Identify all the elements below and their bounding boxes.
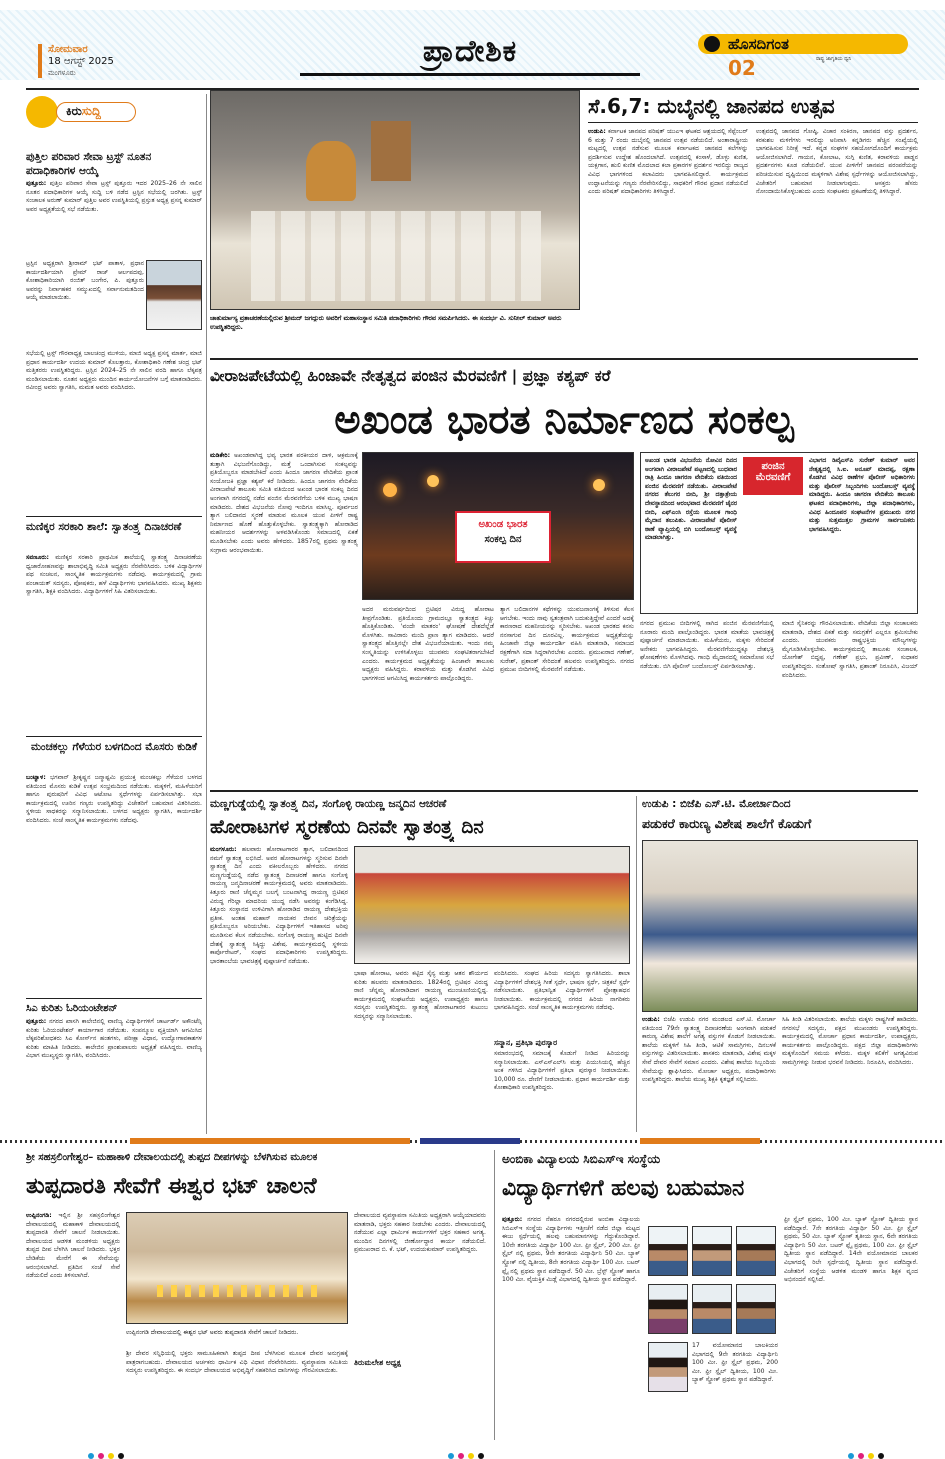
briefs-logo — [26, 94, 146, 132]
top-story-headline-rule — [588, 122, 918, 123]
student-photo-1 — [648, 1226, 688, 1276]
brand-prefix: ಹೊಸ — [728, 35, 757, 53]
student-photo-2 — [692, 1226, 732, 1276]
brief-1-lead: ಪುತ್ತೂರು: — [26, 180, 47, 187]
top-story-text-1: ಕರ್ನಾಟಕ ಜಾನಪದ ಪರಿಷತ್ ಯುಎಇ ಘಟಕದ ಆಶ್ರಯದಲ್ಲಿ ಸೆಪ್ಟೆಂಬರ್ 6 ಮತ್ತು 7 ರಂದು ದುಬೈನಲ್ಲಿ ಜಾನಪದ ಉತ್ಸವ ನಡೆಯಲಿದೆ. ಅಂತಾರಾಷ್ಟ್ರೀಯ ಮಟ್ಟದಲ್ಲಿ ಉತ್ಸವ ನಡೆಸುವ ಮೂಲಕ ಕರ್ನಾಟಕದ ಜಾನಪದ ಕಲೆಗಳನ್ನು ಪ್ರದರ್ಶಿಸುವ ಉದ್ದೇಶ ಹೊಂದಲಾಗಿದೆ. ಉತ್ಸವದಲ್ಲಿ ಕಂಸಾಳೆ, ಡೊಳ್ಳು ಕುಣಿತ, ಯಕ್ಷಗಾನ, ಹುಲಿ ಕುಣಿತ ಮೊದಲಾದ ಕಲಾ ಪ್ರಕಾರಗಳ ಪ್ರದರ್ಶನ ಇರಲಿದ್ದು ರಾಜ್ಯದ ವಿವಿಧ ಭಾಗಗಳಿಂದ ಕಲಾವಿದರು ಭಾಗವಹಿಸಲಿದ್ದಾರೆ. ಕಾರ್ಯಕ್ರಮದ ಉದ್ಘಾಟನೆಯನ್ನು ಗಣ್ಯರು ನೆರವೇರಿಸಲಿದ್ದು, ಸಾಧಕರಿಗೆ ಗೌರವ ಪ್ರದಾನ ನಡೆಯಲಿದೆ ಎಂದು ಪರಿಷತ್ ಪದಾಧಿಕಾರಿಗಳು ತಿಳಿಸಿದ್ದಾರೆ. — [588, 128, 748, 196]
print-dots-right — [846, 1444, 886, 1459]
indep-sub: ಸನ್ಮಾನ, ಪ್ರತಿಭಾ ಪುರಸ್ಕಾರ — [494, 1038, 558, 1047]
indep-headline: ಹೋರಾಟಗಳ ಸ್ಮರಣೆಯ ದಿನವೇ ಸ್ವಾತಂತ್ರ್ಯ ದಿನ — [210, 817, 484, 838]
lamp-icon — [704, 36, 720, 52]
indep-col-1 — [210, 846, 348, 1130]
ghee-col-2: ಶ್ರೀ ದೇವರ ಸನ್ನಿಧಿಯಲ್ಲಿ ಭಕ್ತರು ಸಾಮೂಹಿಕವಾಗಿ ತುಪ್ಪದ ದೀಪ ಬೆಳಗಿಸುವ ಮೂಲಕ ದೇವರ ಅನುಗ್ರಹಕ್ಕೆ ಪಾತ್ರರಾಗಬಹುದು. ದೇವಾಲಯದ ಅರ್ಚಕರು ಧಾರ್ಮಿಕ ವಿಧಿ ವಿಧಾನ ನೆರವೇರಿಸಿದರು. ವ್ಯವಸ್ಥಾಪನಾ ಸಮಿತಿಯ ಸದಸ್ಯರು ಉಪಸ್ಥಿತರಿದ್ದರು. ಈ ಸಂದರ್ಭ ದೇವಾಲಯದ ಅಭಿವೃದ್ಧಿಗೆ ಸಹಕರಿಸಿದ ದಾನಿಗಳನ್ನು ಗೌರವಿಸಲಾಯಿತು. — [126, 1350, 348, 1375]
top-story-photo — [210, 90, 580, 310]
brief-1-text-b: ಟ್ರಸ್ಟಿನ ಅಧ್ಯಕ್ಷರಾಗಿ ಶ್ರೀರಾಮ್ ಭಟ್ ಪಾತಾಳ, ಪ್ರಧಾನ ಕಾರ್ಯದರ್ಶಿಯಾಗಿ ಪ್ರೇಮ್ ರಾಜ್ ಆರ್ಲಪದವು, ಕೋಶಾಧಿಕಾರಿಯಾಗಿ ರಂಜಿತ್ ಬಂಗೇರ, ಪಿ. ಪುತ್ತೂರು ಅವರನ್ನು ನಿರ್ವಾಹಕರ ಸಮ್ಮುಖದಲ್ಲಿ ಸರ್ವಾನುಮತದಿಂದ ಆಯ್ಕೆ ಮಾಡಲಾಯಿತು. — [26, 260, 144, 302]
udupi-headline: ಪಡುಕರೆ ಕಾರುಣ್ಯ ವಿಶೇಷ ಶಾಲೆಗೆ ಕೊಡುಗೆ — [642, 816, 812, 831]
ghee-col-1 — [26, 1212, 120, 1440]
ambika-col-2: ಫ್ರೀ ಸ್ಟೈಲ್ ಪ್ರಥಮ, 100 ಮೀ. ಬ್ಯಾಕ್ ಸ್ಟ್ರೋಕ್ ದ್ವಿತೀಯ ಸ್ಥಾನ ಪಡೆದಿದ್ದಾರೆ. 7ನೇ ತರಗತಿಯ ವಿದ್ಯಾರ್ಥಿ 50 ಮೀ. ಫ್ರೀ ಸ್ಟೈಲ್ ಪ್ರಥಮ, 50 ಮೀ. ಬ್ಯಾಕ್ ಸ್ಟ್ರೋಕ್ ತೃತೀಯ ಸ್ಥಾನ, 6ನೇ ತರಗತಿಯ ವಿದ್ಯಾರ್ಥಿನಿ 50 ಮೀ. ಬಟರ್ ಫ್ಲೈ ಪ್ರಥಮ, 100 ಮೀ. ಫ್ರೀ ಸ್ಟೈಲ್ ದ್ವಿತೀಯ ಸ್ಥಾನ ಪಡೆದಿದ್ದಾರೆ. 14ನೇ ವಯೋಮಾನದ ಬಾಲಕರ ವಿಭಾಗದಲ್ಲಿ ರಿಲೇ ಸ್ಪರ್ಧೆಯಲ್ಲಿ ದ್ವಿತೀಯ ಸ್ಥಾನ ಪಡೆದಿದ್ದಾರೆ. ವಿಜೇತರಿಗೆ ಸಂಸ್ಥೆಯ ಆಡಳಿತ ಮಂಡಳಿ ಹಾಗೂ ಶಿಕ್ಷಕ ವೃಂದ ಅಭಿನಂದನೆ ಸಲ್ಲಿಸಿದೆ. — [784, 1216, 918, 1284]
student-photo-6 — [736, 1284, 776, 1334]
masthead-city: ಮಂಗಳೂರು — [48, 69, 76, 77]
indep-col-2: ಕಿತ್ತೂರು ಸಂಸ್ಥಾನದ ಉಳಿವಿಗಾಗಿ ಹೋರಾಡಿದ ರಾಯಣ್ಣ ದೇಶಭಕ್ತಿಯ ಪ್ರತೀಕ. ಅಂತಹ ಮಹಾನ್ ನಾಯಕರ ಜೀವನ ಚರಿತ್ರೆಯನ್ನು ಪ್ರತಿಯೊಬ್ಬರೂ ಅರಿಯಬೇಕು. ವಿದ್ಯಾರ್ಥಿಗಳಿಗೆ ಇತಿಹಾಸದ ಅರಿವು ಮೂಡಿಸುವ ಕೆಲಸ ನಡೆಯಬೇಕು. ಸಂಗೊಳ್ಳಿ ರಾಯಣ್ಣ ಹುಟ್ಟಿದ ದಿನವೇ ದೇಶಕ್ಕೆ ಸ್ವಾತಂತ್ರ್ಯ ಸಿಕ್ಕಿದ್ದು ವಿಶೇಷ. ಕಾರ್ಯಕ್ರಮದಲ್ಲಿ ಸ್ಥಳೀಯ ಕಾರ್ಪೊರೇಟರ್, ಸಂಘದ ಪದಾಧಿಕಾರಿಗಳು ಉಪಸ್ಥಿತರಿದ್ದರು. ಭಾರತಾಂಬೆಯ ಭಾವಚಿತ್ರಕ್ಕೆ ಪುಷ್ಪಾರ್ಚನೆ ನಡೆಯಿತು. — [210, 906, 348, 965]
udupi-col-2: ಸಿಹಿ ತಿಂಡಿ ವಿತರಿಸಲಾಯಿತು. ಶಾಲೆಯ ಮಕ್ಕಳು ರಾಷ್ಟ್ರಗೀತೆ ಹಾಡಿದರು. ನಗರಸಭೆ ಸದಸ್ಯರು, ಪಕ್ಷದ ಮುಖಂಡರು ಉಪಸ್ಥಿತರಿದ್ದರು. ಕಾರ್ಯಕ್ರಮದಲ್ಲಿ ಮೋರ್ಚಾ ಪ್ರಧಾನ ಕಾರ್ಯದರ್ಶಿ, ಉಪಾಧ್ಯಕ್ಷರು, ಕಾರ್ಯಕರ್ತರು ಪಾಲ್ಗೊಂಡಿದ್ದರು. ಪಕ್ಷದ ಜಿಲ್ಲಾ ಪದಾಧಿಕಾರಿಗಳು ಮಕ್ಕಳೊಂದಿಗೆ ಸಮಯ ಕಳೆದರು. ಮಕ್ಕಳ ಕಲಿಕೆಗೆ ಅಗತ್ಯವಿರುವ ಸಾಮಗ್ರಿಗಳನ್ನು ನೀಡುವ ಭರವಸೆ ನೀಡಿದರು. ನಿರೂಪಿಸಿ, ವಂದಿಸಿದರು. — [782, 1016, 918, 1066]
top-story-lead: ಉಡುಪಿ: — [588, 128, 606, 135]
briefs-column-rule — [206, 94, 207, 1134]
brief-4-text: ನಗರದ ಖಾಸಗಿ ಕಾಲೇಜಿನಲ್ಲಿ ವಾಣಿಜ್ಯ ವಿದ್ಯಾರ್ಥಿಗಳಿಗೆ ಚಾರ್ಟರ್ಡ್ ಅಕೌಂಟೆನ್ಸಿ ಕುರಿತು ಓರಿಯಂಟೇಶನ್ ಕಾರ್ಯಾಗಾರ ನಡೆಯಿತು. ಸಂಪನ್ಮೂಲ ವ್ಯಕ್ತಿಯಾಗಿ ಆಗಮಿಸಿದ ಲೆಕ್ಕಪರಿಶೋಧಕರು ಸಿಎ ಕೋರ್ಸ್‌ನ ಹಂತಗಳು, ಪರೀಕ್ಷಾ ವಿಧಾನ, ಉದ್ಯೋಗಾವಕಾಶಗಳ ಕುರಿತು ಮಾಹಿತಿ ನೀಡಿದರು. ಕಾಲೇಜಿನ ಪ್ರಾಂಶುಪಾಲರು ಅಧ್ಯಕ್ಷತೆ ವಹಿಸಿದ್ದರು. ವಾಣಿಜ್ಯ ವಿಭಾಗ ಮುಖ್ಯಸ್ಥರು ಸ್ವಾಗತಿಸಿ, ವಂದಿಸಿದರು. — [26, 1018, 202, 1060]
ambika-text-1: ನಗರದ ನೆಹರೂ ನಗರದಲ್ಲಿರುವ ಅಂಬಿಕಾ ವಿದ್ಯಾಲಯ ಸಿಬಿಎಸ್‌ಇ ಸಂಸ್ಥೆಯ ವಿದ್ಯಾರ್ಥಿಗಳು ಇತ್ತೀಚೆಗೆ ನಡೆದ ಜಿಲ್ಲಾ ಮಟ್ಟದ ಈಜು ಸ್ಪರ್ಧೆಯಲ್ಲಿ ಹಲವು ಬಹುಮಾನಗಳನ್ನು ಗೆದ್ದುಕೊಂಡಿದ್ದಾರೆ. 10ನೇ ತರಗತಿಯ ವಿದ್ಯಾರ್ಥಿ 100 ಮೀ. ಫ್ರೀ ಸ್ಟೈಲ್, 200 ಮೀ. ಫ್ರೀ ಸ್ಟೈಲ್ ನಲ್ಲಿ ಪ್ರಥಮ, 9ನೇ ತರಗತಿಯ ವಿದ್ಯಾರ್ಥಿನಿ 50 ಮೀ. ಬ್ಯಾಕ್ ಸ್ಟ್ರೋಕ್ ನಲ್ಲಿ ದ್ವಿತೀಯ, 8ನೇ ತರಗತಿಯ ವಿದ್ಯಾರ್ಥಿ 100 ಮೀ. ಬಟರ್ ಫ್ಲೈ ನಲ್ಲಿ ಪ್ರಥಮ ಸ್ಥಾನ ಪಡೆದಿದ್ದಾರೆ. 50 ಮೀ. ಬ್ರೆಸ್ಟ್ ಸ್ಟ್ರೋಕ್ ಹಾಗೂ 100 ಮೀ. ವೈಯಕ್ತಿಕ ಮಿಡ್ಲೆ ವಿಭಾಗದಲ್ಲಿ ದ್ವಿತೀಯ ಸ್ಥಾನ ಪಡೆದಿದ್ದಾರೆ. — [502, 1216, 640, 1284]
student-photo-7 — [648, 1342, 688, 1392]
brand-suffix: ದಿಗಂತ — [756, 35, 789, 53]
ambika-kicker: ಅಂಬಿಕಾ ವಿದ್ಯಾಲಯ ಸಿಬಿಎಸ್‌ಇ ಸಂಸ್ಥೆಯ — [502, 1152, 661, 1166]
ambika-col-1 — [502, 1216, 640, 1440]
indep-lead: ಮಂಗಳೂರು: — [210, 846, 237, 853]
briefs-logo-a: ಕಿರು — [66, 104, 82, 118]
indep-col-4: ವಂದಿಸಿದರು. ಸಂಘದ ಹಿರಿಯ ಸದಸ್ಯರು ಸ್ವಾಗತಿಸಿದರು. ಶಾಲಾ ವಿದ್ಯಾರ್ಥಿಗಳಿಗೆ ದೇಶಭಕ್ತಿ ಗೀತೆ ಸ್ಪರ್ಧೆ, ಭಾಷಣ ಸ್ಪರ್ಧೆ, ಚಿತ್ರಕಲೆ ಸ್ಪರ್ಧೆ ನಡೆಸಲಾಯಿತು. ಪ್ರತಿಭಾನ್ವಿತ ವಿದ್ಯಾರ್ಥಿಗಳಿಗೆ ಪ್ರೋತ್ಸಾಹಧನ ನೀಡಲಾಯಿತು. ಕಾರ್ಯಕ್ರಮದಲ್ಲಿ ನಗರದ ಹಿರಿಯ ನಾಗರಿಕರು ಭಾಗವಹಿಸಿದ್ದರು. ಸಂಜೆ ಸಾಂಸ್ಕೃತಿಕ ಕಾರ್ಯಕ್ರಮಗಳು ನಡೆದವು. — [494, 970, 630, 1012]
brief-divider-3 — [26, 998, 202, 999]
lead-headline: ಅಖಂಡ ಭಾರತ ನಿರ್ಮಾಣದ ಸಂಕಲ್ಪ — [334, 397, 794, 443]
indep-kicker: ಮಣ್ಣಗುಡ್ಡೆಯಲ್ಲಿ ಸ್ವಾತಂತ್ರ್ಯ ದಿನ, ಸಂಗೊಳ್ಳಿ ರಾಯಣ್ಣ ಜನ್ಮದಿನ ಆಚರಣೆ — [210, 798, 447, 810]
lead-photo-banner — [455, 511, 551, 563]
section-banner — [300, 34, 640, 76]
ghee-ambika-rule — [494, 1150, 495, 1440]
ghee-text-2: ದೇವಾಲಯದ ವ್ಯವಸ್ಥಾಪನಾ ಸಮಿತಿಯ ಅಧ್ಯಕ್ಷರಾಗಿ ಆಯ್ಕೆಯಾದವರು ಮಾತನಾಡಿ, ಭಕ್ತರು ಸಹಕಾರ ನೀಡಬೇಕು ಎಂದರು. ದೇವಾಲಯದಲ್ಲಿ ನಡೆಯುವ ಎಲ್ಲಾ ಧಾರ್ಮಿಕ ಕಾರ್ಯಗಳಿಗೆ ಭಕ್ತರ ಸಹಕಾರ ಅಗತ್ಯ. ಮುಂದಿನ ದಿನಗಳಲ್ಲಿ ಜೀರ್ಣೋದ್ಧಾರ ಕಾರ್ಯ ನಡೆಯಲಿದೆ. ಪ್ರಮುಖರಾದ ಬಿ. ಕೆ. ಭಟ್, ಉದಯಕುಮಾರ್ ಉಪಸ್ಥಿತರಿದ್ದರು. — [354, 1212, 486, 1254]
brief-1-text-a: ಪುತ್ತಿಲ ಪರಿವಾರ ಸೇವಾ ಟ್ರಸ್ಟ್ ಪುತ್ತೂರು ಇದರ 2025–26 ನೇ ಸಾಲಿನ ನೂತನ ಪದಾಧಿಕಾರಿಗಳ ಆಯ್ಕೆ ಸುದ್ದಿ ಬಳಿ ನಡೆದ ಟ್ರಸ್ಟಿನ ಸಭೆಯಲ್ಲಿ ಜರಗಿತು. ಟ್ರಸ್ಟ್ ಸಂಚಾಲಕ ಅರುಣ್ ಕುಮಾರ್ ಪುತ್ತಿಲ ಅವರ ಉಪಸ್ಥಿತಿಯಲ್ಲಿ ಪ್ರಸ್ತುತ ಅಧ್ಯಕ್ಷ ಪ್ರಸನ್ನ ಕುಮಾರ್ ಅವರ ಅಧ್ಯಕ್ಷತೆಯಲ್ಲಿ ಸಭೆ ನಡೆಯಿತು. — [26, 180, 202, 213]
brief-4-body — [26, 1018, 202, 1130]
indep-text-1: ಹಲವಾರು ಹೋರಾಟಗಾರರ ತ್ಯಾಗ, ಬಲಿದಾನದಿಂದ ನಮಗೆ ಸ್ವಾತಂತ್ರ್ಯ ಲಭಿಸಿದೆ. ಅವರ ಹೋರಾಟಗಳನ್ನು ಸ್ಮರಿಸುವ ದಿನವೇ ಸ್ವಾತಂತ್ರ್ಯ ದಿನ ಎಂದು ವಕೀಲರೊಬ್ಬರು ಹೇಳಿದರು. ನಗರದ ಮಣ್ಣಗುಡ್ಡೆಯಲ್ಲಿ ನಡೆದ ಸ್ವಾತಂತ್ರ್ಯ ದಿನಾಚರಣೆ ಹಾಗೂ ಸಂಗೊಳ್ಳಿ ರಾಯಣ್ಣ ಜನ್ಮದಿನಾಚರಣೆ ಕಾರ್ಯಕ್ರಮದಲ್ಲಿ ಅವರು ಮಾತನಾಡಿದರು. ಕಿತ್ತೂರು ರಾಣಿ ಚೆನ್ನಮ್ಮನ ಬಲಗೈ ಬಂಟನಾಗಿದ್ದ ರಾಯಣ್ಣ ಬ್ರಿಟಿಷರ ವಿರುದ್ಧ ಗೆರಿಲ್ಲಾ ಮಾದರಿಯ ಯುದ್ಧ ನಡೆಸಿ ಅವರನ್ನು ಕಂಗೆಡಿಸಿದ್ದ. — [210, 846, 348, 905]
brief-2-body — [26, 554, 202, 732]
brief-4-lead: ಪುತ್ತೂರು: — [26, 1018, 47, 1025]
lead-col-1 — [210, 452, 358, 787]
top-story-col-1 — [588, 128, 748, 354]
print-dots-left — [86, 1444, 126, 1459]
lead-badge — [743, 457, 803, 495]
lead-badge-2: ಮೆರವಣಿಗೆ — [755, 472, 791, 483]
brand-tagline: ರಾಷ್ಟ್ರ ಜಾಗೃತಿಯ ಧ್ವನಿ — [816, 56, 852, 62]
ghee-sub: ತಿರುಮಲೇಶ ಅಧ್ಯಕ್ಷ — [354, 1358, 401, 1367]
udupi-col-1 — [642, 1016, 776, 1130]
lead-box-text: ಅಖಂಡ ಭಾರತ ವಿಭಜನೆಯ ನೋವಿನ ದಿನದ ಅಂಗವಾಗಿ ವೀರಾಜಪೇಟೆ ಪಟ್ಟಣದಲ್ಲಿ ಬುಧವಾರ ರಾತ್ರಿ ಹಿಂದೂ ಜಾಗರಣ ವೇದಿಕೆಯ ವತಿಯಿಂದ ಪಂಜಿನ ಮೆರವಣಿಗೆ ನಡೆಯಿತು. ವೀರಾಜಪೇಟೆ ನಗರದ ತೆಲುಗರ ಬೀದಿ, ಶ್ರೀ ದತ್ತಾತ್ರೇಯ ದೇವಸ್ಥಾನದಿಂದ ಆರಂಭವಾದ ಮೆರವಣಿಗೆ ಜೈನರ ಬೀದಿ, ಎಫ್‌ಎಂಸಿ ರಸ್ತೆಯ ಮೂಲಕ ಗಾಂಧಿ ಮೈದಾನ ತಲುಪಿತು. ವೀರಾಜಪೇಟೆ ಪೊಲೀಸ್ ಠಾಣೆ ವ್ಯಾಪ್ತಿಯಲ್ಲಿ ಬಿಗಿ ಬಂದೋಬಸ್ತ್ ವ್ಯವಸ್ಥೆ ಮಾಡಲಾಗಿತ್ತು. — [645, 457, 737, 542]
student-photo-3 — [736, 1226, 776, 1276]
indep-photo — [354, 846, 630, 964]
top-story-col-2: ಉತ್ಸವದಲ್ಲಿ ಜಾನಪದ ಗೋಷ್ಠಿ, ವಿಚಾರ ಸಂಕಿರಣ, ಜಾನಪದ ವಸ್ತು ಪ್ರದರ್ಶನ, ಕರಕುಶಲ ಮಳಿಗೆಗಳು ಇರಲಿದ್ದು ಅನಿವಾಸಿ ಕನ್ನಡಿಗರು ಹೆಚ್ಚಿನ ಸಂಖ್ಯೆಯಲ್ಲಿ ಭಾಗವಹಿಸುವ ನಿರೀಕ್ಷೆ ಇದೆ. ಕನ್ನಡ ಸಂಘಗಳ ಸಹಯೋಗದೊಂದಿಗೆ ಕಾರ್ಯಕ್ರಮ ಆಯೋಜಿಸಲಾಗಿದೆ. ಗಾಯನ, ಕೋಲಾಟ, ಸುಗ್ಗಿ ಕುಣಿತ, ಕರಾವಳಿಯ ಪಾಡ್ದನ ಪ್ರದರ್ಶನಗಳು ಕೂಡ ನಡೆಯಲಿವೆ. ಯುವ ಪೀಳಿಗೆಗೆ ಜಾನಪದ ಪರಂಪರೆಯನ್ನು ಪರಿಚಯಿಸುವ ದೃಷ್ಟಿಯಿಂದ ಮಕ್ಕಳಿಗಾಗಿ ವಿಶೇಷ ಸ್ಪರ್ಧೆಗಳನ್ನು ಆಯೋಜಿಸಲಾಗಿದ್ದು, ವಿಜೇತರಿಗೆ ಬಹುಮಾನ ನೀಡಲಾಗುವುದು. ಆಸಕ್ತರು ಹೆಸರು ನೋಂದಾಯಿಸಿಕೊಳ್ಳಬಹುದು ಎಂದು ಸಂಘಟಕರು ಪ್ರಕಟಣೆಯಲ್ಲಿ ತಿಳಿಸಿದ್ದಾರೆ. — [756, 128, 918, 196]
ambika-headline: ವಿದ್ಯಾರ್ಥಿಗಳಿಗೆ ಹಲವು ಬಹುಮಾನ — [502, 1176, 745, 1201]
indep-col-3: ಭಾಷಾ ಹೋರಾಟ, ಅವರು ಕಟ್ಟಿದ ಸೈನ್ಯ ಮತ್ತು ಆತನ ಶೌರ್ಯದ ಕುರಿತು ಹಲವರು ಮಾತನಾಡಿದರು. 1824ರಲ್ಲಿ ಬ್ರಿಟಿಷರ ವಿರುದ್ಧ ರಾಣಿ ಚೆನ್ನಮ್ಮ ಹೋರಾಡಿದಾಗ ರಾಯಣ್ಣ ಮುಂಚೂಣಿಯಲ್ಲಿದ್ದ. ಕಾರ್ಯಕ್ರಮದಲ್ಲಿ ಸಂಘಟನೆಯ ಅಧ್ಯಕ್ಷರು, ಉಪಾಧ್ಯಕ್ಷರು ಹಾಗೂ ಸದಸ್ಯರು ಉಪಸ್ಥಿತರಿದ್ದರು. ಸ್ವಾತಂತ್ರ್ಯ ಹೋರಾಟಗಾರರ ಕುಟುಂಬ ಸದಸ್ಯರನ್ನು ಸನ್ಮಾನಿಸಲಾಯಿತು. — [354, 970, 488, 1020]
brief-divider-2 — [26, 736, 202, 737]
brief-divider-1 — [26, 516, 202, 517]
brief-1-title: ಪುತ್ತಿಲ ಪರಿವಾರ ಸೇವಾ ಟ್ರಸ್ಟ್ ನೂತನ ಪದಾಧಿಕಾರಿಗಳ ಆಯ್ಕೆ — [26, 151, 152, 177]
brief-3-title: ಮಂಚಕಲ್ಲು ಗೆಳೆಯರ ಬಳಗದಿಂದ ಮೊಸರು ಕುಡಿಕೆ — [30, 741, 198, 753]
brief-3-lead: ಬಂಟ್ವಾಳ: — [26, 774, 46, 781]
briefs-logo-b: ಸುದ್ದಿ — [81, 104, 101, 118]
lead-badge-1: ಪಂಜಿನ — [761, 461, 785, 472]
page-number: 02 — [728, 56, 756, 80]
masthead-date: 18 ಆಗಸ್ಟ್ 2025 — [48, 56, 114, 67]
udupi-photo — [642, 840, 918, 1012]
briefs-column — [26, 94, 204, 1134]
brief-2-lead: ಸವಣೂರು: — [26, 554, 49, 561]
top-story-caption: ಚಾತುರ್ಮಾಸ್ಯ ವ್ರತಾಚರಣೆಯಲ್ಲಿರುವ ಶ್ರೀಮದ್ ಜಗದ್ಗುರು ಅವರಿಗೆ ಮಹಾಸಂಸ್ಥಾನ ಸಮಿತಿ ಪದಾಧಿಕಾರಿಗಳು ಗೌರವ ಸಮರ್ಪಿಸಿದರು. ಈ ಸಂದರ್ಭ ವಿ. ಸುನೀಲ್ ಕುಮಾರ್ ಅವರು ಉಪಸ್ಥಿತರಿದ್ದರು. — [210, 315, 562, 332]
ghee-text-1: ಇಲ್ಲಿನ ಶ್ರೀ ಸಹಸ್ರಲಿಂಗೇಶ್ವರ ದೇವಾಲಯದಲ್ಲಿ ಮಹಾಕಾಳಿ ದೇವಾಲಯದಲ್ಲಿ ತುಪ್ಪದಾರತಿ ಸೇವೆಗೆ ಚಾಲನೆ ನೀಡಲಾಯಿತು. ದೇವಾಲಯದ ಆಡಳಿತ ಮಂಡಳಿಯ ಅಧ್ಯಕ್ಷರು ತುಪ್ಪದ ದೀಪ ಬೆಳಗಿಸಿ ಚಾಲನೆ ನೀಡಿದರು. ಭಕ್ತರ ಬೇಡಿಕೆಯ ಮೇರೆಗೆ ಈ ಸೇವೆಯನ್ನು ಆರಂಭಿಸಲಾಗಿದೆ. ಪ್ರತಿದಿನ ಸಂಜೆ ಸೇವೆ ನಡೆಯಲಿದೆ ಎಂದು ತಿಳಿಸಲಾಗಿದೆ. — [26, 1212, 120, 1280]
ambika-portraits — [646, 1216, 778, 1440]
brief-1-body — [26, 180, 202, 256]
print-dots-center — [446, 1444, 486, 1459]
ghee-col-3a — [354, 1212, 486, 1354]
hand-icon — [26, 96, 58, 128]
ghee-caption: ಉಪ್ಪಿನಂಗಡಿ ದೇವಾಲಯದಲ್ಲಿ ಈಶ್ವರ ಭಟ್ ಅವರು ತುಪ್ಪದಾರತಿ ಸೇವೆಗೆ ಚಾಲನೆ ನೀಡಿದರು. — [126, 1329, 299, 1336]
udupi-kicker: ಉಡುಪಿ : ಬಿಜೆಪಿ ಎಸ್.ಟಿ. ಮೋರ್ಚಾದಿಂದ — [642, 798, 791, 810]
brief-2-title: ಮಣಿಕ್ಕರ ಸರಕಾರಿ ಶಾಲೆ: ಸ್ವಾತಂತ್ರ್ಯ ದಿನಾಚರಣೆ — [26, 521, 182, 533]
indep-col-4b: ಸಮಾರಂಭದಲ್ಲಿ ಸಮಾಜಕ್ಕೆ ಕೊಡುಗೆ ನೀಡಿದ ಹಿರಿಯರನ್ನು ಸನ್ಮಾನಿಸಲಾಯಿತು. ಎಸ್‌ಎಸ್‌ಎಲ್‌ಸಿ ಮತ್ತು ಪಿಯುಸಿಯಲ್ಲಿ ಹೆಚ್ಚಿನ ಅಂಕ ಗಳಿಸಿದ ವಿದ್ಯಾರ್ಥಿಗಳಿಗೆ ಪ್ರತಿಭಾ ಪುರಸ್ಕಾರ ನೀಡಲಾಯಿತು. 10,000 ರೂ. ದೇಣಿಗೆ ನೀಡಲಾಯಿತು. ಪ್ರಧಾನ ಕಾರ್ಯದರ್ಶಿ ಮತ್ತು ಕೋಶಾಧಿಕಾರಿ ಉಪಸ್ಥಿತರಿದ್ದರು. — [494, 1050, 630, 1092]
mid-rule — [210, 790, 918, 792]
top-story-headline: ಸೆ.6,7: ದುಬೈನಲ್ಲಿ ಜಾನಪದ ಉತ್ಸವ — [588, 94, 835, 118]
brief-1-portrait — [146, 260, 202, 330]
brief-2-text: ಮಣಿಕ್ಕರ ಸರಕಾರಿ ಪ್ರಾಥಮಿಕ ಶಾಲೆಯಲ್ಲಿ ಸ್ವಾತಂತ್ರ್ಯ ದಿನಾಚರಣೆಯ ಧ್ವಜಾರೋಹಣವನ್ನು ಶಾಲಾಭಿವೃದ್ಧಿ ಸಮಿತಿ ಅಧ್ಯಕ್ಷರು ನೆರವೇರಿಸಿದರು. ಬಳಿಕ ವಿದ್ಯಾರ್ಥಿಗಳ ಪಥ ಸಂಚಲನ, ಸಾಂಸ್ಕೃತಿಕ ಕಾರ್ಯಕ್ರಮಗಳು ನಡೆದವು. ಕಾರ್ಯಕ್ರಮದಲ್ಲಿ ಗ್ರಾಮ ಪಂಚಾಯತ್ ಸದಸ್ಯರು, ಪೋಷಕರು, ಹಳೆ ವಿದ್ಯಾರ್ಥಿಗಳು ಭಾಗವಹಿಸಿದರು. ಮುಖ್ಯ ಶಿಕ್ಷಕರು ಸ್ವಾಗತಿಸಿ, ಶಿಕ್ಷಕಿ ವಂದಿಸಿದರು. ವಿದ್ಯಾರ್ಥಿಗಳಿಗೆ ಸಿಹಿ ವಿತರಿಸಲಾಯಿತು. — [26, 554, 202, 596]
lead-kicker: ವೀರಾಜಪೇಟೆಯಲ್ಲಿ ಹಿಂಜಾವೇ ನೇತೃತ್ವದ ಪಂಜಿನ ಮೆರವಣಿಗೆ | ಪ್ರಜ್ಞಾ ಕಶ್ಯಪ್ ಕರೆ — [210, 367, 611, 385]
lead-photo-label-1: ಅಖಂಡ ಭಾರತ — [478, 519, 528, 530]
masthead-day: ಸೋಮವಾರ — [48, 44, 88, 55]
lead-box — [640, 452, 918, 614]
student-photo-4 — [648, 1284, 688, 1334]
lead-col-3: ತ್ಯಾಗ ಬಲಿದಾನಗಳ ಕಥೆಗಳನ್ನು ಯುವಜನಾಂಗಕ್ಕೆ ತಿಳಿಸುವ ಕೆಲಸ ಆಗಬೇಕು. ಇಂದು ನಾವು ಸ್ವತಂತ್ರವಾಗಿ ಬದುಕುತ್ತಿದ್ದೇವೆ ಎಂದರೆ ಅದಕ್ಕೆ ಕಾರಣರಾದ ಮಹನೀಯರನ್ನು ಸ್ಮರಿಸಬೇಕು. ಅಖಂಡ ಭಾರತದ ಕನಸು ನನಸಾಗುವ ದಿನ ದೂರವಿಲ್ಲ. ಕಾರ್ಯಕ್ರಮದ ಅಧ್ಯಕ್ಷತೆಯನ್ನು ಹಿಂಜಾವೇ ಜಿಲ್ಲಾ ಕಾರ್ಯದರ್ಶಿ ವಹಿಸಿ ಮಾತನಾಡಿ, ಸಮಾಜದ ರಕ್ಷಣೆಗಾಗಿ ಸದಾ ಸಿದ್ಧರಾಗಿರಬೇಕು ಎಂದರು. ಪ್ರಮುಖರಾದ ಗಣೇಶ್, ಸುರೇಶ್, ಪ್ರಶಾಂತ್ ಸೇರಿದಂತೆ ಹಲವರು ಉಪಸ್ಥಿತರಿದ್ದರು. ನಗರದ ಪ್ರಮುಖ ಬೀದಿಗಳಲ್ಲಿ ಮೆರವಣಿಗೆ ನಡೆಯಿತು. — [500, 606, 634, 674]
lead-lead: ಮಡಿಕೇರಿ: — [210, 452, 231, 459]
lead-col-2: ಅದರ ಮರುವರ್ಷದಿಂದ ಬ್ರಿಟಿಷರ ವಿರುದ್ಧ ಹೋರಾಟ ತೀವ್ರಗೊಂಡಿತು. ಪ್ರತಿಯೊಂದು ಗ್ರಾಮದಲ್ಲೂ ಸ್ವಾತಂತ್ರ್ಯದ ಕಿಚ್ಚು ಹೊತ್ತಿಕೊಂಡಿತು. 'ವಂದೇ ಮಾತರಂ' ಘೋಷಣೆ ದೇಶದೆಲ್ಲೆಡೆ ಮೊಳಗಿತು. ಸಾವಿರಾರು ಮಂದಿ ಪ್ರಾಣ ತ್ಯಾಗ ಮಾಡಿದರು. ಆದರೆ ಸ್ವಾತಂತ್ರ್ಯದ ಹೊತ್ತಿನಲ್ಲೇ ದೇಶ ವಿಭಜನೆಯಾಯಿತು. ಇಂದು ನಮ್ಮ ಸಂಸ್ಕೃತಿಯನ್ನು ಉಳಿಸಿಕೊಳ್ಳಲು ಯುವಕರು ಸಂಘಟಿತರಾಗಬೇಕಿದೆ ಎಂದರು. ಕಾರ್ಯಕ್ರಮದ ಅಧ್ಯಕ್ಷತೆಯನ್ನು ಹಿಂಜಾವೇ ತಾಲೂಕು ಅಧ್ಯಕ್ಷರು ವಹಿಸಿದ್ದರು. ಕರಾವಳಿಯ ಮತ್ತು ಕೊಡಗಿನ ವಿವಿಧ ಭಾಗಗಳಿಂದ ಆಗಮಿಸಿದ್ದ ಕಾರ್ಯಕರ್ತರು ಪಾಲ್ಗೊಂಡಿದ್ದರು. — [362, 606, 494, 682]
lead-col-4: ನಗರದ ಪ್ರಮುಖ ಬೀದಿಗಳಲ್ಲಿ ಸಾಗಿದ ಪಂಜಿನ ಮೆರವಣಿಗೆಯಲ್ಲಿ ನೂರಾರು ಮಂದಿ ಪಾಲ್ಗೊಂಡಿದ್ದರು. ಭಾರತ ಮಾತೆಯ ಭಾವಚಿತ್ರಕ್ಕೆ ಪುಷ್ಪಾರ್ಚನೆ ಮಾಡಲಾಯಿತು. ಮಹಿಳೆಯರು, ಮಕ್ಕಳು ಸೇರಿದಂತೆ ಅನೇಕರು ಭಾಗವಹಿಸಿದ್ದರು. ಮೆರವಣಿಗೆಯುದ್ದಕ್ಕೂ ದೇಶಭಕ್ತಿ ಘೋಷಣೆಗಳು ಮೊಳಗಿದವು. ಗಾಂಧಿ ಮೈದಾನದಲ್ಲಿ ಸಮಾರೋಪ ಸಭೆ ನಡೆಯಿತು. ಬಿಗಿ ಪೊಲೀಸ್ ಬಂದೋಬಸ್ತ್ ಏರ್ಪಡಿಸಲಾಗಿತ್ತು. — [640, 620, 774, 670]
brief-3-text: ಭಗವಾನ್ ಶ್ರೀಕೃಷ್ಣನ ಜನ್ಮಾಷ್ಟಮಿ ಪ್ರಯುಕ್ತ ಮಂಚಕಲ್ಲು ಗೆಳೆಯರ ಬಳಗದ ವತಿಯಿಂದ ಮೊಸರು ಕುಡಿಕೆ ಉತ್ಸವ ಸಂಭ್ರಮದಿಂದ ನಡೆಯಿತು. ಮಕ್ಕಳಿಗೆ, ಮಹಿಳೆಯರಿಗೆ ಹಾಗೂ ಪುರುಷರಿಗೆ ವಿವಿಧ ಆಟೋಟ ಸ್ಪರ್ಧೆಗಳನ್ನು ಏರ್ಪಡಿಸಲಾಗಿತ್ತು. ಸಭಾ ಕಾರ್ಯಕ್ರಮದಲ್ಲಿ ಊರಿನ ಗಣ್ಯರು ಉಪಸ್ಥಿತರಿದ್ದು ವಿಜೇತರಿಗೆ ಬಹುಮಾನ ವಿತರಿಸಿದರು. ಸ್ಥಳೀಯ ಸಾಧಕರನ್ನು ಸನ್ಮಾನಿಸಲಾಯಿತು. ಬಳಗದ ಅಧ್ಯಕ್ಷರು ಸ್ವಾಗತಿಸಿ, ಕಾರ್ಯದರ್ಶಿ ವಂದಿಸಿದರು. ಸಂಜೆ ಸಾಂಸ್ಕೃತಿಕ ಕಾರ್ಯಕ್ರಮಗಳು ನಡೆದವು. — [26, 774, 202, 824]
lead-box-text-right: ವಿಭಾಗದ ಡಿವೈಎಸ್‌ಪಿ ಸುರೇಶ್ ಕುಮಾರ್ ಅವರ ನೇತೃತ್ವದಲ್ಲಿ ಸಿ.ಐ. ಅನೂಪ್ ಮಾದಪ್ಪ, ರಕ್ಷಣಾ ಕೊಡಗಿನ ವಿವಿಧ ಠಾಣೆಗಳ ಪೊಲೀಸ್ ಅಧಿಕಾರಿಗಳು ಮತ್ತು ಪೊಲೀಸ್ ಸಿಬ್ಬಂದಿಗಳು ಬಂದೋಬಸ್ತ್ ವ್ಯವಸ್ಥೆ ಮಾಡಿದ್ದರು. ಹಿಂದೂ ಜಾಗರಣ ವೇದಿಕೆಯ ತಾಲೂಕು ಘಟಕದ ಪದಾಧಿಕಾರಿಗಳು, ಜಿಲ್ಲಾ ಪದಾಧಿಕಾರಿಗಳು, ವಿವಿಧ ಹಿಂದೂಪರ ಸಂಘಟನೆಗಳ ಪ್ರಮುಖರು ನಗರ ಮತ್ತು ಸುತ್ತಮುತ್ತಲ ಗ್ರಾಮಗಳ ಸಾರ್ವಜನಿಕರು ಭಾಗವಹಿಸಿದ್ದರು. — [809, 457, 915, 533]
brief-3-body — [26, 774, 202, 996]
brand-block — [698, 34, 908, 80]
ambika-lead: ಪುತ್ತೂರು: — [502, 1216, 523, 1223]
brief-4-title: ಸಿಎ ಕುರಿತು ಓರಿಯಂಟೇಶನ್ — [26, 1003, 118, 1014]
lead-photo — [362, 452, 634, 600]
ghee-photo — [126, 1212, 348, 1324]
ghee-kicker: ಶ್ರೀ ಸಹಸ್ರಲಿಂಗೇಶ್ವರ– ಮಹಾಕಾಳಿ ದೇವಾಲಯದಲ್ಲಿ ತುಪ್ಪದ ದೀಪಗಳನ್ನು ಬೆಳಗಿಸುವ ಮೂಲಕ — [26, 1152, 318, 1163]
indep-udupi-rule — [636, 796, 637, 1132]
ambika-col-mid: 17 ವಯೋಮಾನದ ಬಾಲಕಿಯರ ವಿಭಾಗದಲ್ಲಿ 9ನೇ ತರಗತಿಯ ವಿದ್ಯಾರ್ಥಿನಿ 100 ಮೀ. ಫ್ರೀ ಸ್ಟೈಲ್ ಪ್ರಥಮ, 200 ಮೀ. ಫ್ರೀ ಸ್ಟೈಲ್ ದ್ವಿತೀಯ, 100 ಮೀ. ಬ್ಯಾಕ್ ಸ್ಟ್ರೋಕ್ ಪ್ರಥಮ ಸ್ಥಾನ ಪಡೆದಿದ್ದಾರೆ. — [692, 1342, 778, 1384]
udupi-lead: ಉಡುಪಿ: — [642, 1016, 660, 1023]
udupi-text-1: ಬಿಜೆಪಿ ಉಡುಪಿ ನಗರ ಮಂಡಲದ ಎಸ್.ಟಿ. ಮೋರ್ಚಾ ವತಿಯಿಂದ 79ನೇ ಸ್ವಾತಂತ್ರ್ಯ ದಿನಾಚರಣೆಯ ಅಂಗವಾಗಿ ಪಡುಕರೆ ಕಾರುಣ್ಯ ವಿಶೇಷ ಶಾಲೆಗೆ ಅಗತ್ಯ ವಸ್ತುಗಳ ಕೊಡುಗೆ ನೀಡಲಾಯಿತು. ಶಾಲೆಯ ಮಕ್ಕಳಿಗೆ ಸಿಹಿ ತಿಂಡಿ, ಆಟಿಕೆ ಸಾಮಗ್ರಿಗಳು, ದಿನಬಳಕೆ ವಸ್ತುಗಳನ್ನು ವಿತರಿಸಲಾಯಿತು. ಶಾಸಕರು ಮಾತನಾಡಿ, ವಿಶೇಷ ಮಕ್ಕಳ ಸೇವೆ ದೇವರ ಸೇವೆಗೆ ಸಮಾನ ಎಂದರು. ವಿಶೇಷ ಶಾಲೆಯ ಸಿಬ್ಬಂದಿಯ ಸೇವೆಯನ್ನು ಶ್ಲಾಘಿಸಿದರು. ಮೋರ್ಚಾ ಅಧ್ಯಕ್ಷರು, ಪದಾಧಿಕಾರಿಗಳು ಉಪಸ್ಥಿತರಿದ್ದರು. ಶಾಲೆಯ ಮುಖ್ಯ ಶಿಕ್ಷಕಿ ಕೃತಜ್ಞತೆ ಸಲ್ಲಿಸಿದರು. — [642, 1016, 776, 1084]
lead-text-1: ಅಖಂಡವಾಗಿದ್ದ ಭವ್ಯ ಭಾರತ ಪರಕೀಯರ ದಾಳಿ, ಆಕ್ರಮಣಕ್ಕೆ ತುತ್ತಾಗಿ ವಿಭಜನೆಗೊಂಡಿದ್ದು, ಮತ್ತೆ ಒಂದಾಗಿಸುವ ಸಂಕಲ್ಪವನ್ನು ಪ್ರತಿಯೊಬ್ಬರೂ ಮಾಡಬೇಕಿದೆ ಎಂದು ಹಿಂದೂ ಜಾಗರಣ ವೇದಿಕೆಯ ಪ್ರಾಂತ ಸಂಯೋಜಕಿ ಪ್ರಜ್ಞಾ ಕಶ್ಯಪ್ ಕರೆ ನೀಡಿದರು. ಹಿಂದೂ ಜಾಗರಣ ವೇದಿಕೆಯ ವೀರಾಜಪೇಟೆ ತಾಲೂಕು ಸಮಿತಿ ವತಿಯಿಂದ ಅಖಂಡ ಭಾರತ ಸಂಕಲ್ಪ ದಿನದ ಅಂಗವಾಗಿ ನಗರದಲ್ಲಿ ನಡೆದ ಪಂಜಿನ ಮೆರವಣಿಗೆಯ ಬಳಿಕ ಮುಖ್ಯ ಭಾಷಣ ಮಾಡಿದರು. ದೇಶದ ವಿಭಜನೆಯ ನೋವು ಇಂದಿಗೂ ಮಾಸಿಲ್ಲ. ಪೂರ್ವಜರ ತ್ಯಾಗ ಬಲಿದಾನದ ಸ್ಮರಣೆ ಮಾಡುವ ಮೂಲಕ ಯುವ ಪೀಳಿಗೆ ರಾಷ್ಟ್ರ ನಿರ್ಮಾಣದ ಹೊಣೆ ಹೊತ್ತುಕೊಳ್ಳಬೇಕು. ಸ್ವಾತಂತ್ರ್ಯಕ್ಕಾಗಿ ಹೋರಾಡಿದ ಮಹನೀಯರ ಆದರ್ಶಗಳನ್ನು ಅಳವಡಿಸಿಕೊಂಡು ಸಮಾಜದಲ್ಲಿ ಏಕತೆ ಮೂಡಿಸಬೇಕು ಎಂದು ಅವರು ಹೇಳಿದರು. 1857ರಲ್ಲಿ ಪ್ರಥಮ ಸ್ವಾತಂತ್ರ್ಯ ಸಂಗ್ರಾಮ ಆರಂಭವಾಯಿತು. — [210, 452, 358, 554]
ghee-headline: ತುಪ್ಪದಾರತಿ ಸೇವೆಗೆ ಈಶ್ವರ ಭಟ್ ಚಾಲನೆ — [26, 1174, 317, 1199]
ghee-lead: ಉಪ್ಪಿನಂಗಡಿ: — [26, 1212, 52, 1219]
lead-photo-label-2: ಸಂಕಲ್ಪ ದಿನ — [484, 534, 522, 545]
lead-top-rule — [210, 358, 918, 360]
masthead — [0, 0, 945, 94]
lead-col-5: ಮಾಜಿ ಸೈನಿಕರನ್ನು ಗೌರವಿಸಲಾಯಿತು. ವೇದಿಕೆಯ ಜಿಲ್ಲಾ ಸಂಚಾಲಕರು ಮಾತನಾಡಿ, ದೇಶದ ಏಕತೆ ಮತ್ತು ಸಮಗ್ರತೆಗೆ ಎಲ್ಲರೂ ಶ್ರಮಿಸಬೇಕು ಎಂದರು. ಯುವಕರು ರಾಷ್ಟ್ರಭಕ್ತಿಯ ಮೌಲ್ಯಗಳನ್ನು ಮೈಗೂಡಿಸಿಕೊಳ್ಳಬೇಕು. ಕಾರ್ಯಕ್ರಮದಲ್ಲಿ ತಾಲೂಕು ಸಂಚಾಲಕ, ಯೋಗೇಶ್ ಬಿದ್ದಪ್ಪ, ಗಣೇಶ್ ಪ್ರಭು, ಪ್ರವೀಣ್, ಸುಧಾಕರ ಉಪಸ್ಥಿತರಿದ್ದರು. ಸಂತೋಷ್ ಸ್ವಾಗತಿಸಿ, ಪ್ರಶಾಂತ್ ನಿರೂಪಿಸಿ, ವಿಜಯ್ ವಂದಿಸಿದರು. — [782, 620, 918, 679]
section-title: ಪ್ರಾದೇಶಿಕ — [422, 34, 518, 69]
brief-1-text-c: ಸಭೆಯಲ್ಲಿ ಟ್ರಸ್ಟ್ ಗೌರವಾಧ್ಯಕ್ಷ ಬಾಲಚಂದ್ರ ಮುಳಿಯ, ಮಾಜಿ ಅಧ್ಯಕ್ಷ ಪ್ರಸನ್ನ ಮಾರ್ತ, ಮಾಜಿ ಪ್ರಧಾನ ಕಾರ್ಯದರ್ಶಿ ಉದಯ ಕುಮಾರ್ ಕೊಲತ್ತಾರು, ಕೋಶಾಧಿಕಾರಿ ಗಣೇಶ ಚಂದ್ರ ಭಟ್ ಮತ್ತಿತರರು ಉಪಸ್ಥಿತರಿದ್ದರು. ಟ್ರಸ್ಟಿನ 2024–25 ನೇ ಸಾಲಿನ ವರದಿ ಹಾಗೂ ಲೆಕ್ಕಪತ್ರ ಮಂಡಿಸಲಾಯಿತು. ನೂತನ ಅಧ್ಯಕ್ಷರು ಮುಂದಿನ ಕಾರ್ಯಯೋಜನೆಗಳ ಬಗ್ಗೆ ಮಾತನಾಡಿದರು. ರವೀಂದ್ರ ಅವರು ಸ್ವಾಗತಿಸಿ, ಮಮತ ಅವರು ವಂದಿಸಿದರು. — [26, 350, 202, 392]
section-strip — [0, 1138, 945, 1146]
student-photo-5 — [692, 1284, 732, 1334]
